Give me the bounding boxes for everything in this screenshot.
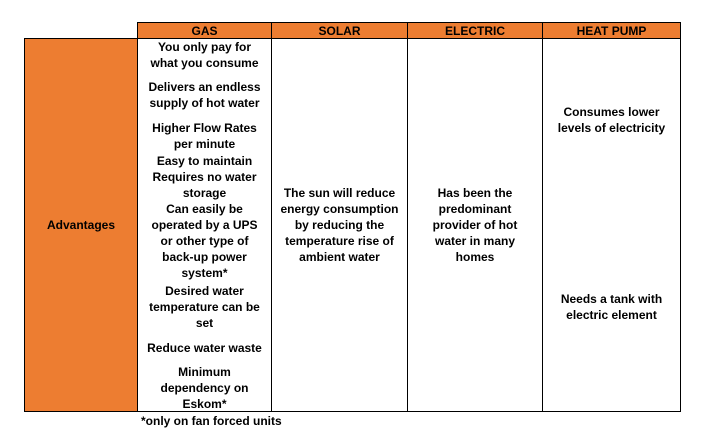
- electric-advantage-text: Has been the predominant provider of hot water in many homes: [432, 186, 518, 264]
- header-heat-pump: HEAT PUMP: [542, 22, 681, 39]
- gas-advantage-item: Delivers an endless supply of hot water: [148, 80, 261, 110]
- solar-advantage-text: The sun will reduce energy consumption by reducing the temperature rise of ambient water: [280, 186, 399, 264]
- footnote: *only on fan forced units: [141, 414, 282, 428]
- header-electric: ELECTRIC: [407, 22, 543, 39]
- gas-advantage-item: Minimum dependency on Eskom*: [160, 365, 249, 411]
- gas-advantage-item: You only pay for what you consume: [150, 40, 259, 70]
- gas-advantage-item: Requires no water storage: [152, 170, 257, 200]
- gas-advantage-item: Reduce water waste: [147, 341, 262, 355]
- header-gas: GAS: [137, 22, 272, 39]
- heat-pump-advantage-item: Consumes lower levels of electricity: [557, 105, 666, 135]
- header-solar: SOLAR: [271, 22, 408, 39]
- gas-advantage-item: Desired water temperature can be set: [149, 284, 260, 330]
- row-label-advantages: Advantages: [46, 218, 116, 232]
- heat-pump-advantage-item: Needs a tank with electric element: [560, 292, 663, 322]
- row-label-cell: [24, 38, 138, 412]
- heat-pump-column: [542, 38, 681, 412]
- gas-advantage-item: Easy to maintain: [156, 154, 253, 168]
- gas-advantage-item: Can easily be operated by a UPS or other type of back-up power system*: [151, 202, 258, 280]
- gas-advantage-item: Higher Flow Rates per minute: [152, 121, 257, 151]
